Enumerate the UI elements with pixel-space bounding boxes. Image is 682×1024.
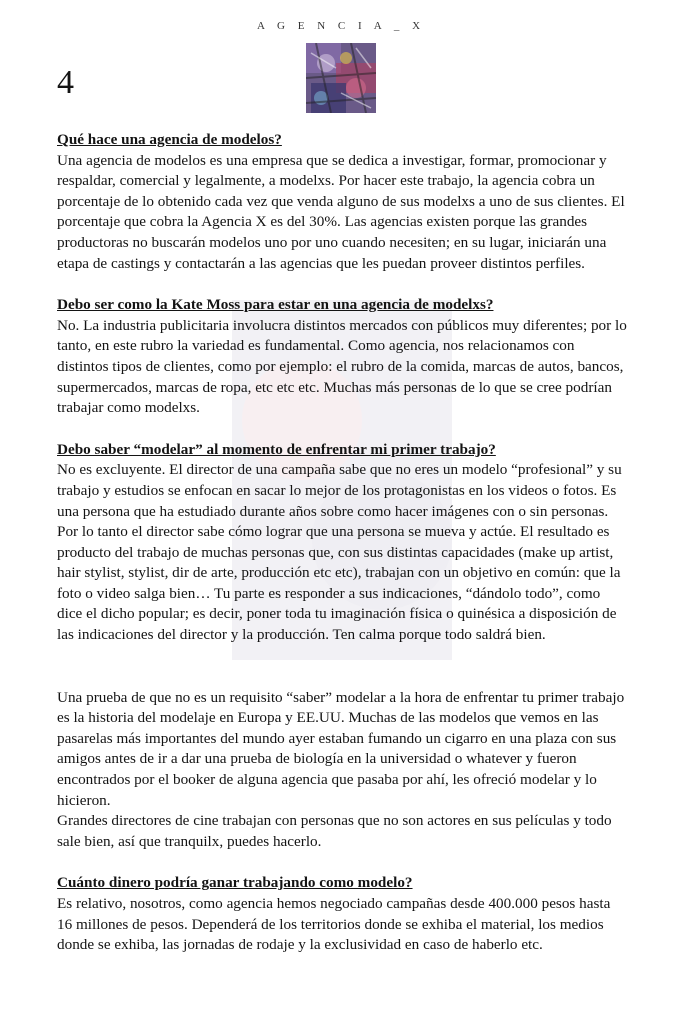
faq-answer: Una prueba de que no es un requisito “saber” modelar a la hora de enfrentar tu primer trabajo es la historia del modelaje en Europa y EE.UU. Muchas de las modelos que vemos en las pasarelas más importantes del mundo ayer estaban fumando un cigarro en una plaza con sus amigos antes de ir a dar una prueba de biología en la universidad o whatever y fueron encontrados por el booker de alguna agencia que pasaba por ahí, les ofreció modelar y lo hicieron. (57, 688, 625, 809)
faq-question: Debo ser como la Kate Moss para estar en una agencia de modelxs? (57, 296, 494, 314)
faq-section (57, 440, 627, 853)
faq-question: Cuánto dinero podría ganar trabajando como modelo? (57, 874, 413, 892)
faq-question: Debo saber “modelar” al momento de enfrentar mi primer trabajo? (57, 440, 496, 458)
faq-question: Qué hace una agencia de modelos? (57, 131, 282, 148)
faq-answer: Es relativo, nosotros, como agencia hemos negociado campañas desde 400.000 pesos hasta 16 millones de pesos. Dependerá de los territorios donde se exhiba el material, los medios donde se exhiba, las jornadas de rodaje y la exclusividad en caso de haberlo etc. (57, 895, 611, 954)
faq-answer: Una agencia de modelos es una empresa que se dedica a investigar, formar, promocionar y respaldar, comercial y legalmente, a modelxs. Por hacer este trabajo, la agencia cobra un porcentaje de lo obtenido cada vez que venda alguno de sus modelxs a uno de sus clientes. El porcentaje que cobra la Agencia X es del 30%. Las agencias existen porque las grandes productoras no buscarán modelos uno por uno cuando necesiten; en su lugar, iniciarán una etapa de castings y contactarán a las agencias que les puedan proveer distintos perfiles. (57, 151, 625, 272)
faq-content (57, 130, 627, 956)
faq-answer: No. La industria publicitaria involucra distintos mercados con públicos muy diferentes; por lo tanto, en este rubro la variedad es fundamental. Como agencia, nos relacionamos con distintos tipos de clientes, como por ejemplo: el rubro de la comida, marcas de autos, bancos, supermercados, marcas de ropa, etc etc etc. Muchas más personas de lo que se cree podrían trabajar como modelxs. (57, 316, 627, 417)
page-number: 4 (57, 64, 74, 101)
brand-logo-image (306, 43, 376, 113)
faq-answer: Grandes directores de cine trabajan con personas que no son actores en sus películas y todo sale bien, así que tranquilx, puedes hacerlo. (57, 812, 612, 850)
faq-section (57, 873, 627, 955)
faq-answer: No es excluyente. El director de una campaña sabe que no eres un modelo “profesional” y su trabajo y estudios se enfocan en sacar lo mejor de los protagonistas en los videos o fotos. Es una persona que ha estudiado durante años sobre como hacer imágenes con o sin personas. Por lo tanto el director sabe cómo lograr que una persona se mueva y actúe. El resultado es producto del trabajo de muchas personas que, con sus distintas capacidades (make up artist, hair stylist, stylist, dir de arte, producción etc etc), trabajan con un objetivo en común: que la foto o video salga bien… Tu parte es responder a sus indicaciones, “dándolo todo”, como dice el dicho popular; es decir, poner toda tu imaginación física o quinésica a disposición de las indicaciones del director y la producción. Ten calma porque todo saldrá bien. (57, 461, 622, 644)
brand-title: A G E N C I A _ X (256, 20, 426, 32)
faq-section (57, 130, 627, 274)
faq-section (57, 295, 627, 419)
